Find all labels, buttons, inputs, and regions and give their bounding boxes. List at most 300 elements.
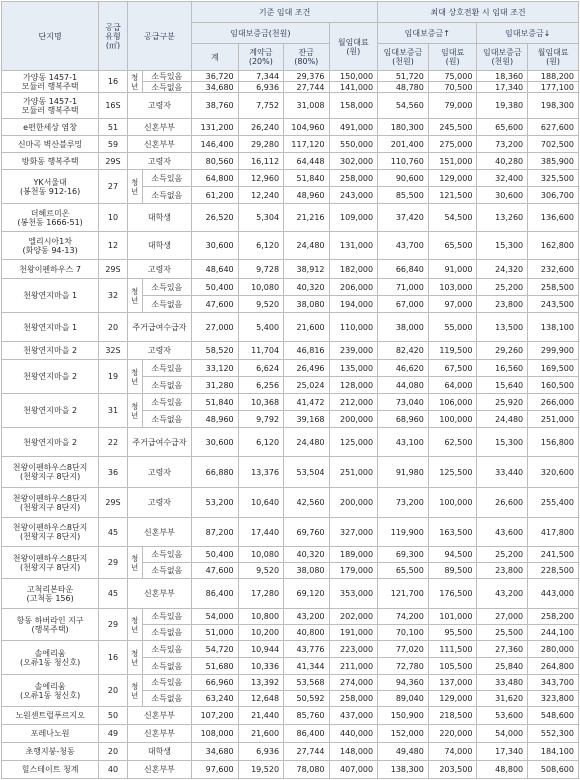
value-cell-bal: 24,480 [284, 232, 329, 260]
value-cell-dn-dep: 15,300 [477, 232, 528, 260]
value-cell-up-dep: 82,420 [378, 342, 429, 360]
unit-type-cell: 19 [99, 360, 128, 394]
value-cell-rent: 200,000 [329, 411, 378, 428]
table-row [2, 342, 579, 360]
value-cell-dn-rent: 177,100 [528, 82, 579, 93]
value-cell-total: 31,280 [192, 377, 238, 394]
header-down-payment: 계약금 (20%) [238, 44, 283, 71]
supply-type-cell: 고령자 [127, 260, 191, 279]
supply-group-cell: 청 년 [127, 71, 142, 93]
supply-type-cell: 소득없음 [142, 658, 192, 675]
supply-type-cell: 대학생 [127, 232, 191, 260]
header-down-deposit: 임대보증금 (천원) [477, 44, 528, 71]
value-cell-dn-dep: 23,800 [477, 563, 528, 579]
value-cell-dn-dep: 33,480 [477, 675, 528, 691]
value-cell-rent: 150,000 [329, 71, 378, 82]
value-cell-dn-dep: 17,340 [477, 82, 528, 93]
value-cell-up-dep: 138,300 [378, 761, 429, 779]
value-cell-down: 13,376 [238, 457, 283, 488]
value-cell-bal: 24,480 [284, 428, 329, 457]
complex-name-cell: 초행지붕-청동 [2, 743, 99, 761]
value-cell-bal: 21,600 [284, 313, 329, 342]
value-cell-up-rent: 203,500 [428, 761, 477, 779]
table-row [2, 153, 579, 170]
value-cell-dn-dep: 53,600 [477, 707, 528, 725]
supply-group-cell: 청 년 [127, 170, 142, 204]
value-cell-rent: 179,000 [329, 563, 378, 579]
value-cell-dn-rent: 299,900 [528, 342, 579, 360]
supply-type-cell: 신혼부부 [127, 579, 191, 609]
value-cell-bal: 38,080 [284, 563, 329, 579]
complex-name-cell: 천왕이펜하우스8단지 (천왕지구 8단지) [2, 457, 99, 488]
value-cell-down: 5,400 [238, 313, 283, 342]
value-cell-up-dep: 150,900 [378, 707, 429, 725]
value-cell-dn-dep: 31,620 [477, 691, 528, 707]
unit-type-cell: 16S [99, 93, 128, 119]
complex-name-cell: YK서울대 (봉천동 912-16) [2, 170, 99, 204]
value-cell-up-rent: 220,000 [428, 725, 477, 743]
supply-type-cell: 고령자 [127, 93, 191, 119]
value-cell-bal: 43,200 [284, 609, 329, 625]
value-cell-up-rent: 106,000 [428, 394, 477, 411]
value-cell-up-rent: 275,000 [428, 136, 477, 153]
complex-name-cell: 천왕연지마을 2 [2, 360, 99, 394]
value-cell-up-rent: 55,000 [428, 313, 477, 342]
value-cell-rent: 125,000 [329, 428, 378, 457]
table-row [2, 547, 579, 563]
value-cell-dn-dep: 24,320 [477, 260, 528, 279]
value-cell-up-rent: 176,500 [428, 579, 477, 609]
complex-name-cell: 신마곡 벽산블루밍 [2, 136, 99, 153]
value-cell-bal: 69,760 [284, 518, 329, 547]
value-cell-rent: 206,000 [329, 279, 378, 296]
supply-group-cell: 청 년 [127, 547, 142, 579]
supply-type-cell: 소득없음 [142, 691, 192, 707]
value-cell-total: 54,000 [192, 609, 238, 625]
value-cell-rent: 194,000 [329, 296, 378, 313]
table-row [2, 609, 579, 625]
complex-name-cell: 솔에리움 (오류1동 청신호) [2, 675, 99, 707]
value-cell-dn-dep: 26,600 [477, 488, 528, 518]
value-cell-up-rent: 121,500 [428, 187, 477, 204]
value-cell-up-rent: 105,500 [428, 658, 477, 675]
table-row [2, 232, 579, 260]
value-cell-dn-dep: 18,360 [477, 71, 528, 82]
value-cell-bal: 27,744 [284, 82, 329, 93]
value-cell-dn-rent: 136,600 [528, 204, 579, 232]
value-cell-bal: 40,320 [284, 279, 329, 296]
value-cell-up-dep: 51,720 [378, 71, 429, 82]
value-cell-dn-dep: 25,200 [477, 279, 528, 296]
value-cell-bal: 48,960 [284, 187, 329, 204]
table-row [2, 136, 579, 153]
value-cell-dn-rent: 156,800 [528, 428, 579, 457]
value-cell-rent: 135,000 [329, 360, 378, 377]
value-cell-total: 64,800 [192, 170, 238, 187]
value-cell-total: 27,000 [192, 313, 238, 342]
supply-group-cell: 청 년 [127, 394, 142, 428]
value-cell-dn-rent: 280,000 [528, 641, 579, 658]
value-cell-down: 17,440 [238, 518, 283, 547]
value-cell-down: 12,960 [238, 170, 283, 187]
rental-conditions-table [1, 1, 579, 779]
value-cell-dn-dep: 33,440 [477, 457, 528, 488]
value-cell-total: 51,680 [192, 658, 238, 675]
value-cell-rent: 274,000 [329, 675, 378, 691]
value-cell-dn-dep: 24,480 [477, 411, 528, 428]
value-cell-up-rent: 163,500 [428, 518, 477, 547]
value-cell-dn-rent: 160,500 [528, 377, 579, 394]
value-cell-dn-dep: 13,260 [477, 204, 528, 232]
value-cell-rent: 258,000 [329, 170, 378, 187]
value-cell-up-rent: 74,000 [428, 743, 477, 761]
unit-type-cell: 50 [99, 707, 128, 725]
value-cell-dn-rent: 627,600 [528, 119, 579, 136]
supply-type-cell: 소득있음 [142, 547, 192, 563]
value-cell-bal: 46,816 [284, 342, 329, 360]
complex-name-cell: 더혜르미온 (봉천동 1666-51) [2, 204, 99, 232]
value-cell-rent: 258,000 [329, 691, 378, 707]
value-cell-dn-dep: 25,920 [477, 394, 528, 411]
unit-type-cell: 32S [99, 342, 128, 360]
value-cell-rent: 327,000 [329, 518, 378, 547]
value-cell-dn-dep: 16,560 [477, 360, 528, 377]
value-cell-down: 6,936 [238, 743, 283, 761]
value-cell-rent: 239,000 [329, 342, 378, 360]
value-cell-up-rent: 62,500 [428, 428, 477, 457]
value-cell-rent: 550,000 [329, 136, 378, 153]
header-up-rent: 임대료 (원) [428, 44, 477, 71]
header-monthly-rent: 월임대료 (원) [329, 23, 378, 71]
header-up-deposit: 임대보증금 (천원) [378, 44, 429, 71]
value-cell-down: 10,080 [238, 547, 283, 563]
complex-name-cell: 천왕이펜하우스 7 [2, 260, 99, 279]
complex-name-cell: 노원센트럴푸르지오 [2, 707, 99, 725]
unit-type-cell: 32 [99, 279, 128, 313]
value-cell-up-dep: 110,760 [378, 153, 429, 170]
value-cell-rent: 223,000 [329, 641, 378, 658]
value-cell-dn-dep: 43,600 [477, 518, 528, 547]
value-cell-dn-rent: 258,200 [528, 609, 579, 625]
value-cell-down: 16,112 [238, 153, 283, 170]
unit-type-cell: 40 [99, 761, 128, 779]
complex-name-cell: 포레나노원 [2, 725, 99, 743]
supply-type-cell: 신혼부부 [127, 518, 191, 547]
value-cell-dn-dep: 30,600 [477, 187, 528, 204]
supply-type-cell: 신혼부부 [127, 761, 191, 779]
value-cell-rent: 128,000 [329, 377, 378, 394]
supply-type-cell: 신혼부부 [127, 119, 191, 136]
supply-group-cell: 청 년 [127, 279, 142, 313]
value-cell-bal: 27,744 [284, 743, 329, 761]
value-cell-up-dep: 68,960 [378, 411, 429, 428]
complex-name-cell: 천왕연지마을 2 [2, 394, 99, 428]
unit-type-cell: 16 [99, 71, 128, 93]
value-cell-total: 58,520 [192, 342, 238, 360]
value-cell-bal: 53,504 [284, 457, 329, 488]
value-cell-bal: 43,776 [284, 641, 329, 658]
value-cell-up-dep: 46,620 [378, 360, 429, 377]
complex-name-cell: 엘리시아1차 (화양동 94-13) [2, 232, 99, 260]
value-cell-rent: 131,000 [329, 232, 378, 260]
unit-type-cell: 29S [99, 488, 128, 518]
value-cell-up-dep: 201,400 [378, 136, 429, 153]
unit-type-cell: 29 [99, 547, 128, 579]
value-cell-bal: 29,376 [284, 71, 329, 82]
supply-type-cell: 소득없음 [142, 625, 192, 641]
value-cell-bal: 38,080 [284, 296, 329, 313]
value-cell-bal: 53,568 [284, 675, 329, 691]
value-cell-bal: 39,168 [284, 411, 329, 428]
value-cell-total: 131,200 [192, 119, 238, 136]
table-row [2, 119, 579, 136]
value-cell-up-rent: 89,500 [428, 563, 477, 579]
value-cell-total: 51,000 [192, 625, 238, 641]
value-cell-up-rent: 67,500 [428, 360, 477, 377]
value-cell-down: 9,792 [238, 411, 283, 428]
supply-type-cell: 소득있음 [142, 360, 192, 377]
supply-type-cell: 고령자 [127, 457, 191, 488]
supply-type-cell: 소득있음 [142, 675, 192, 691]
value-cell-down: 9,728 [238, 260, 283, 279]
table-row [2, 279, 579, 296]
value-cell-down: 9,520 [238, 296, 283, 313]
value-cell-up-rent: 79,000 [428, 93, 477, 119]
value-cell-up-dep: 49,480 [378, 743, 429, 761]
supply-type-cell: 대학생 [127, 204, 191, 232]
value-cell-down: 6,120 [238, 428, 283, 457]
value-cell-down: 12,240 [238, 187, 283, 204]
value-cell-total: 26,520 [192, 204, 238, 232]
value-cell-total: 50,400 [192, 547, 238, 563]
table-row [2, 204, 579, 232]
value-cell-rent: 148,000 [329, 743, 378, 761]
value-cell-up-dep: 65,500 [378, 563, 429, 579]
value-cell-up-dep: 48,780 [378, 82, 429, 93]
value-cell-down: 29,280 [238, 136, 283, 153]
value-cell-dn-dep: 25,500 [477, 625, 528, 641]
value-cell-down: 11,704 [238, 342, 283, 360]
value-cell-up-dep: 70,100 [378, 625, 429, 641]
value-cell-dn-rent: 184,100 [528, 743, 579, 761]
value-cell-total: 63,240 [192, 691, 238, 707]
value-cell-down: 7,344 [238, 71, 283, 82]
value-cell-up-rent: 129,000 [428, 170, 477, 187]
header-total: 계 [192, 44, 238, 71]
value-cell-down: 21,600 [238, 725, 283, 743]
complex-name-cell: 항동 하버라인 지구 (행복주택) [2, 609, 99, 641]
complex-name-cell: 천왕이펜하우스8단지 (천왕지구 8단지) [2, 547, 99, 579]
value-cell-up-dep: 119,900 [378, 518, 429, 547]
value-cell-down: 17,280 [238, 579, 283, 609]
supply-type-cell: 신혼부부 [127, 136, 191, 153]
value-cell-down: 6,120 [238, 232, 283, 260]
value-cell-total: 34,680 [192, 743, 238, 761]
table-row [2, 428, 579, 457]
value-cell-up-dep: 66,840 [378, 260, 429, 279]
table-row [2, 394, 579, 411]
value-cell-total: 38,760 [192, 93, 238, 119]
value-cell-down: 10,800 [238, 609, 283, 625]
unit-type-cell: 45 [99, 579, 128, 609]
value-cell-up-dep: 152,000 [378, 725, 429, 743]
complex-name-cell: 천왕이펜하우스8단지 (천왕지구 8단지) [2, 488, 99, 518]
value-cell-total: 66,880 [192, 457, 238, 488]
value-cell-dn-rent: 266,000 [528, 394, 579, 411]
value-cell-total: 30,600 [192, 232, 238, 260]
value-cell-total: 108,000 [192, 725, 238, 743]
value-cell-total: 86,400 [192, 579, 238, 609]
table-row [2, 313, 579, 342]
value-cell-up-dep: 74,200 [378, 609, 429, 625]
unit-type-cell: 51 [99, 119, 128, 136]
value-cell-total: 50,400 [192, 279, 238, 296]
value-cell-up-rent: 54,500 [428, 204, 477, 232]
value-cell-total: 30,600 [192, 428, 238, 457]
supply-type-cell: 소득있음 [142, 170, 192, 187]
value-cell-total: 47,600 [192, 296, 238, 313]
value-cell-rent: 440,000 [329, 725, 378, 743]
supply-type-cell: 소득있음 [142, 394, 192, 411]
value-cell-down: 10,944 [238, 641, 283, 658]
value-cell-rent: 211,000 [329, 658, 378, 675]
table-row [2, 518, 579, 547]
value-cell-up-rent: 103,000 [428, 279, 477, 296]
complex-name-cell: 방화동 행복주택 [2, 153, 99, 170]
value-cell-down: 10,200 [238, 625, 283, 641]
value-cell-up-rent: 95,500 [428, 625, 477, 641]
value-cell-up-dep: 85,500 [378, 187, 429, 204]
value-cell-up-rent: 151,000 [428, 153, 477, 170]
value-cell-dn-dep: 73,200 [477, 136, 528, 153]
value-cell-up-dep: 90,600 [378, 170, 429, 187]
value-cell-down: 7,752 [238, 93, 283, 119]
value-cell-dn-dep: 48,800 [477, 761, 528, 779]
value-cell-dn-rent: 162,800 [528, 232, 579, 260]
complex-name-cell: 천왕연지마을 1 [2, 313, 99, 342]
value-cell-up-rent: 65,500 [428, 232, 477, 260]
value-cell-up-rent: 129,000 [428, 691, 477, 707]
value-cell-up-rent: 137,000 [428, 675, 477, 691]
value-cell-up-rent: 64,000 [428, 377, 477, 394]
value-cell-up-dep: 77,020 [378, 641, 429, 658]
value-cell-rent: 407,000 [329, 761, 378, 779]
value-cell-total: 53,200 [192, 488, 238, 518]
value-cell-up-dep: 67,000 [378, 296, 429, 313]
complex-name-cell: 천왕연지마을 2 [2, 342, 99, 360]
value-cell-dn-rent: 343,700 [528, 675, 579, 691]
unit-type-cell: 22 [99, 428, 128, 457]
value-cell-total: 36,720 [192, 71, 238, 82]
header-max-conversion: 최대 상호전환 시 임대 조건 [378, 2, 579, 23]
value-cell-down: 10,640 [238, 488, 283, 518]
value-cell-bal: 78,080 [284, 761, 329, 779]
value-cell-total: 48,960 [192, 411, 238, 428]
value-cell-down: 6,624 [238, 360, 283, 377]
value-cell-total: 54,720 [192, 641, 238, 658]
table-row [2, 457, 579, 488]
value-cell-total: 33,120 [192, 360, 238, 377]
value-cell-up-dep: 72,780 [378, 658, 429, 675]
value-cell-rent: 109,000 [329, 204, 378, 232]
value-cell-down: 6,256 [238, 377, 283, 394]
value-cell-bal: 26,496 [284, 360, 329, 377]
value-cell-down: 9,520 [238, 563, 283, 579]
value-cell-bal: 42,560 [284, 488, 329, 518]
value-cell-total: 146,400 [192, 136, 238, 153]
value-cell-total: 34,680 [192, 82, 238, 93]
value-cell-down: 5,304 [238, 204, 283, 232]
value-cell-down: 13,392 [238, 675, 283, 691]
value-cell-dn-rent: 323,800 [528, 691, 579, 707]
value-cell-dn-dep: 17,340 [477, 743, 528, 761]
value-cell-dn-dep: 13,500 [477, 313, 528, 342]
supply-type-cell: 고령자 [127, 488, 191, 518]
complex-name-cell: 천왕연지마을 1 [2, 279, 99, 313]
value-cell-bal: 25,024 [284, 377, 329, 394]
value-cell-rent: 251,000 [329, 457, 378, 488]
value-cell-up-dep: 180,300 [378, 119, 429, 136]
supply-group-cell: 청 년 [127, 675, 142, 707]
value-cell-bal: 31,008 [284, 93, 329, 119]
unit-type-cell: 36 [99, 457, 128, 488]
value-cell-rent: 200,000 [329, 488, 378, 518]
table-row [2, 675, 579, 691]
unit-type-cell: 20 [99, 313, 128, 342]
unit-type-cell: 29 [99, 609, 128, 641]
value-cell-bal: 64,448 [284, 153, 329, 170]
value-cell-down: 12,648 [238, 691, 283, 707]
header-deposit: 임대보증금(천원) [192, 23, 329, 44]
unit-type-cell: 12 [99, 232, 128, 260]
value-cell-dn-rent: 443,000 [528, 579, 579, 609]
value-cell-total: 48,640 [192, 260, 238, 279]
table-row [2, 260, 579, 279]
value-cell-up-dep: 73,040 [378, 394, 429, 411]
value-cell-dn-rent: 228,500 [528, 563, 579, 579]
header-balance: 잔금 (80%) [284, 44, 329, 71]
value-cell-total: 80,560 [192, 153, 238, 170]
table-row [2, 170, 579, 187]
supply-group-cell: 청 년 [127, 360, 142, 394]
value-cell-bal: 50,592 [284, 691, 329, 707]
value-cell-dn-rent: 508,600 [528, 761, 579, 779]
value-cell-dn-rent: 169,500 [528, 360, 579, 377]
value-cell-rent: 189,000 [329, 547, 378, 563]
complex-name-cell: 천왕연지마을 2 [2, 428, 99, 457]
value-cell-dn-rent: 138,100 [528, 313, 579, 342]
value-cell-dn-dep: 32,400 [477, 170, 528, 187]
unit-type-cell: 20 [99, 743, 128, 761]
value-cell-dn-rent: 244,100 [528, 625, 579, 641]
value-cell-total: 47,600 [192, 563, 238, 579]
supply-type-cell: 고령자 [127, 342, 191, 360]
table-row [2, 743, 579, 761]
value-cell-dn-rent: 702,500 [528, 136, 579, 153]
header-base-conditions: 기준 임대 조건 [192, 2, 378, 23]
value-cell-total: 66,960 [192, 675, 238, 691]
value-cell-total: 51,840 [192, 394, 238, 411]
complex-name-cell: 솔에리움 (오류1동 청신호) [2, 641, 99, 675]
supply-type-cell: 소득없음 [142, 187, 192, 204]
value-cell-up-dep: 38,000 [378, 313, 429, 342]
complex-name-cell: 고척리본타운 (고척동 156) [2, 579, 99, 609]
value-cell-rent: 202,000 [329, 609, 378, 625]
table-row [2, 725, 579, 743]
complex-name-cell: 천왕이펜하우스8단지 (천왕지구 8단지) [2, 518, 99, 547]
value-cell-bal: 41,344 [284, 658, 329, 675]
header-deposit-down: 임대보증금↓ [477, 23, 579, 44]
